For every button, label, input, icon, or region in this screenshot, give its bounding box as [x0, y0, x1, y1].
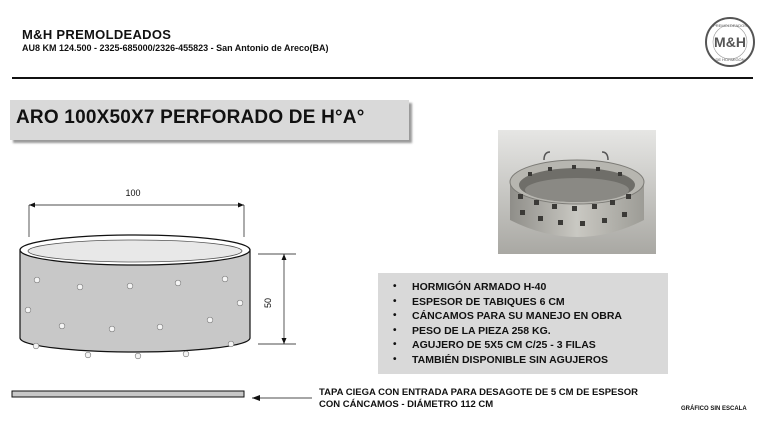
- width-label: 100: [125, 188, 141, 198]
- product-photo: [498, 130, 656, 254]
- spec-item: [378, 295, 668, 310]
- bullet: •: [393, 353, 397, 365]
- title-panel: [10, 100, 409, 140]
- logo-bottom-text: DE HORMIGÓN: [715, 57, 745, 62]
- spec-text: ESPESOR DE TABIQUES 6 CM: [412, 295, 565, 308]
- logo-mark: M&H: [714, 34, 746, 50]
- company-address: AU8 KM 124.500 - 2325-685000/2326-455823 - San Antonio de Areco(BA): [22, 43, 329, 53]
- spec-item: [378, 338, 668, 353]
- logo-top-text: PREMOLDEADOS: [713, 23, 747, 28]
- header-divider: [12, 77, 753, 79]
- company-name: M&H PREMOLDEADOS: [22, 27, 172, 42]
- cover-plate: [12, 391, 244, 397]
- cover-note: [319, 387, 638, 411]
- spec-text: HORMIGÓN ARMADO H-40: [412, 281, 547, 293]
- mh-logo: [704, 16, 756, 68]
- cover-note-line2: CON CÁNCAMOS - DIÁMETRO 112 CM: [319, 399, 494, 410]
- spec-text: TAMBIÉN DISPONIBLE SIN AGUJEROS: [412, 353, 609, 366]
- cover-note-line1: TAPA CIEGA CON ENTRADA PARA DESAGOTE DE 5 CM DE ESPESOR: [319, 387, 638, 398]
- spec-list: [378, 273, 668, 368]
- spec-text: PESO DE LA PIEZA 258 KG.: [412, 324, 551, 337]
- ring-drawing: [0, 180, 320, 410]
- spec-item: [378, 280, 668, 295]
- bullet: •: [393, 310, 397, 322]
- spec-text: CÁNCAMOS PARA SU MANEJO EN OBRA: [412, 310, 623, 323]
- scale-footnote: GRÁFICO SIN ESCALA: [681, 406, 747, 412]
- bullet: •: [393, 339, 397, 351]
- ring-top-inner: [28, 240, 242, 262]
- page-title: ARO 100X50X7 PERFORADO DE H°A°: [16, 107, 365, 128]
- height-label: 50: [263, 297, 273, 309]
- specs-panel: [378, 273, 668, 374]
- spec-text: AGUJERO DE 5X5 CM C/25 - 3 FILAS: [412, 339, 596, 352]
- spec-item: [378, 324, 668, 339]
- bullet: •: [393, 295, 397, 307]
- spec-item: [378, 309, 668, 324]
- bullet: •: [393, 281, 397, 292]
- spec-item: [378, 353, 668, 368]
- bullet: •: [393, 324, 397, 336]
